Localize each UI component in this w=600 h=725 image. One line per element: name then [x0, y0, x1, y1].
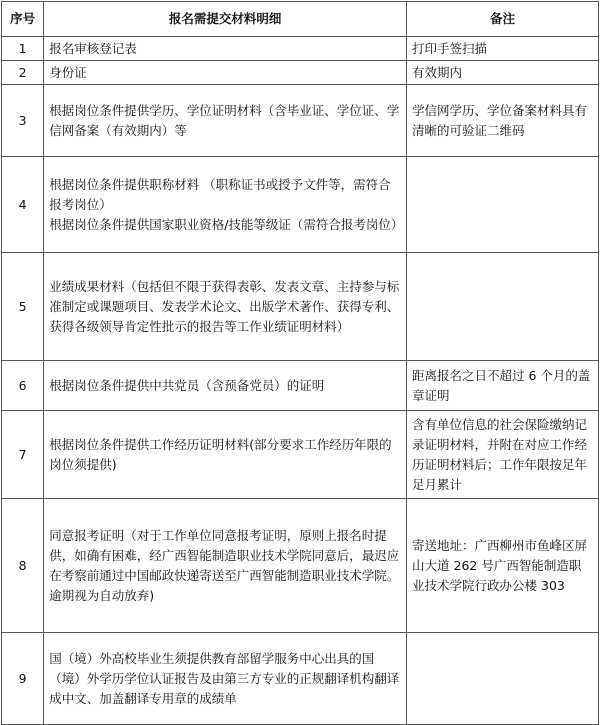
row-number: 5 — [2, 253, 44, 361]
header-row — [2, 2, 599, 37]
row-number: 7 — [2, 411, 44, 499]
table-row — [2, 37, 599, 61]
header-materials: 报名需提交材料明细 — [44, 2, 407, 37]
row-number: 3 — [2, 85, 44, 157]
row-remark: 寄送地址：广西柳州市鱼峰区屏山大道 262 号广西智能制造职业技术学院行政办公楼 303 — [407, 499, 599, 633]
header-number: 序号 — [2, 2, 44, 37]
row-remark: 距离报名之日不超过 6 个月的盖章证明 — [407, 361, 599, 411]
materials-table — [1, 1, 599, 725]
materials-line: 根据岗位条件提供职称材料 （职称证书或授予文件等，需符合报考岗位） — [49, 176, 391, 212]
row-number: 8 — [2, 499, 44, 633]
row-materials: 国（境）外高校毕业生须提供教育部留学服务中心出具的国（境）外学历学位认证报告及由第三方专业的正规翻译机构翻译成中文、加盖翻译专用章的成绩单 — [44, 633, 407, 725]
row-materials: 报名审核登记表 — [44, 37, 407, 61]
row-remark: 含有单位信息的社会保险缴纳记录证明材料，并附在对应工作经历证明材料后；工作年限按足年足月累计 — [407, 411, 599, 499]
row-number: 9 — [2, 633, 44, 725]
header-remarks: 备注 — [407, 2, 599, 37]
table-row — [2, 253, 599, 361]
row-materials — [44, 157, 407, 253]
row-remark — [407, 253, 599, 361]
materials-line: 根据岗位条件提供国家职业资格/技能等级证（需符合报考岗位） — [49, 216, 404, 232]
row-number: 6 — [2, 361, 44, 411]
row-remark: 有效期内 — [407, 61, 599, 85]
table-row — [2, 411, 599, 499]
table-row — [2, 61, 599, 85]
table-row — [2, 85, 599, 157]
row-remark — [407, 157, 599, 253]
row-materials: 业绩成果材料（包括但不限于获得表彰、发表文章、主持参与标准制定或课题项目、发表学术论文、出版学术著作、获得专利、获得各级领导肯定性批示的报告等工作业绩证明材料） — [44, 253, 407, 361]
row-remark: 打印手签扫描 — [407, 37, 599, 61]
table-row — [2, 157, 599, 253]
row-number: 1 — [2, 37, 44, 61]
row-materials: 根据岗位条件提供工作经历证明材料(部分要求工作经历年限的岗位须提供) — [44, 411, 407, 499]
row-number: 2 — [2, 61, 44, 85]
row-materials: 身份证 — [44, 61, 407, 85]
row-materials: 根据岗位条件提供中共党员（含预备党员）的证明 — [44, 361, 407, 411]
row-remark — [407, 633, 599, 725]
table-row — [2, 633, 599, 725]
row-number: 4 — [2, 157, 44, 253]
row-remark: 学信网学历、学位备案材料具有清晰的可验证二维码 — [407, 85, 599, 157]
row-materials: 根据岗位条件提供学历、学位证明材料（含毕业证、学位证、学信网备案（有效期内）等 — [44, 85, 407, 157]
row-materials: 同意报考证明（对于工作单位同意报考证明，原则上报名时提供，如确有困难，经广西智能制造职业技术学院同意后，最迟应在考察前通过中国邮政快递寄送至广西智能制造职业技术学院。逾期视为自动放弃) — [44, 499, 407, 633]
table-row — [2, 499, 599, 633]
table-row — [2, 361, 599, 411]
